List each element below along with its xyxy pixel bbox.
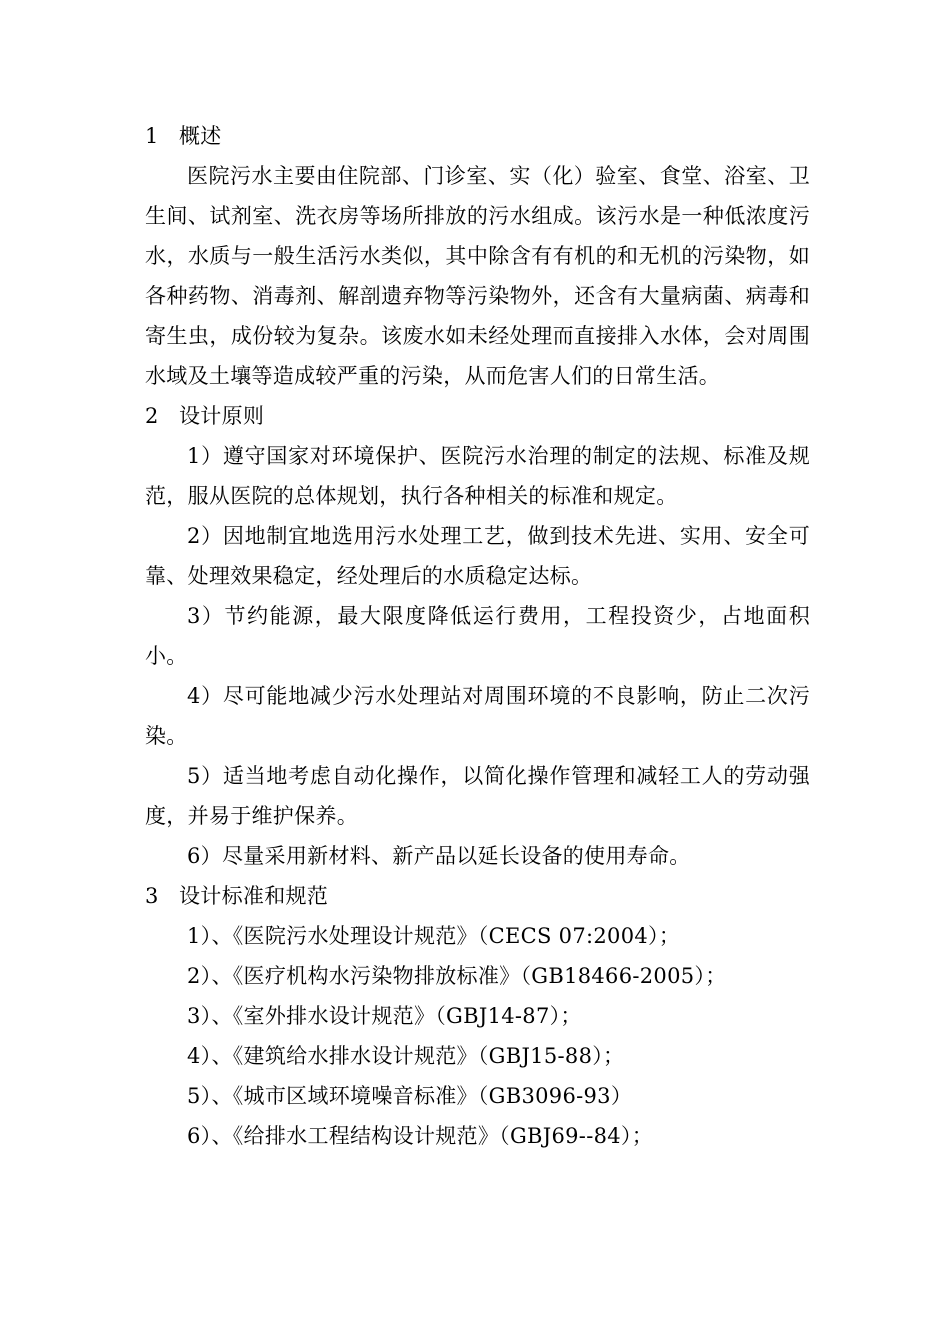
standard-item: 3）、《室外排水设计规范》（GBJ14-87）； <box>187 1004 582 1028</box>
section-number: 2 <box>145 404 159 428</box>
standard-item: 6）、《给排水工程结构设计规范》（GBJ69--84）； <box>187 1124 654 1148</box>
principle-item: 2）因地制宜地选用污水处理工艺，做到技术先进、实用、安全可靠、处理效果稳定，经处理后的水质稳定达标。 <box>145 524 810 588</box>
overview-paragraph: 医院污水主要由住院部、门诊室、实（化）验室、食堂、浴室、卫生间、试剂室、洗衣房等场所排放的污水组成。该污水是一种低浓度污水，水质与一般生活污水类似，其中除含有有机的和无机的污染物，如各种药物、消毒剂、解剖遗弃物等污染物外，还含有大量病菌、病毒和寄生虫，成份较为复杂。该废水如未经处理而直接排入水体，会对周围水域及土壤等造成较严重的污染，从而危害人们的日常生活。 <box>145 164 810 388</box>
document-body <box>145 116 810 1156</box>
principle-item: 6）尽量采用新材料、新产品以延长设备的使用寿命。 <box>187 844 691 868</box>
section-number: 1 <box>145 124 159 148</box>
section-heading-design-principles <box>145 396 810 436</box>
principle-item: 4）尽可能地减少污水处理站对周围环境的不良影响，防止二次污染。 <box>145 684 810 748</box>
standard-item: 2）、《医疗机构水污染物排放标准》（GB18466-2005）； <box>187 964 727 988</box>
principle-item: 1）遵守国家对环境保护、医院污水治理的制定的法规、标准及规范，服从医院的总体规划，执行各种相关的标准和规定。 <box>145 444 810 508</box>
principle-item: 3）节约能源，最大限度降低运行费用，工程投资少，占地面积小。 <box>145 604 810 668</box>
section-title: 设计原则 <box>179 404 265 428</box>
section-title: 概述 <box>179 124 222 148</box>
section-heading-overview <box>145 116 810 156</box>
section-title: 设计标准和规范 <box>179 884 329 908</box>
standard-item: 4）、《建筑给水排水设计规范》（GBJ15-88）； <box>187 1044 625 1068</box>
standard-item: 5）、《城市区域环境噪音标准》（GB3096-93） <box>187 1084 633 1108</box>
principle-item: 5）适当地考虑自动化操作，以简化操作管理和减轻工人的劳动强度，并易于维护保养。 <box>145 764 810 828</box>
section-number: 3 <box>145 884 159 908</box>
section-heading-standards <box>145 876 810 916</box>
standard-item: 1）、《医院污水处理设计规范》（CECS 07:2004）； <box>187 924 681 948</box>
